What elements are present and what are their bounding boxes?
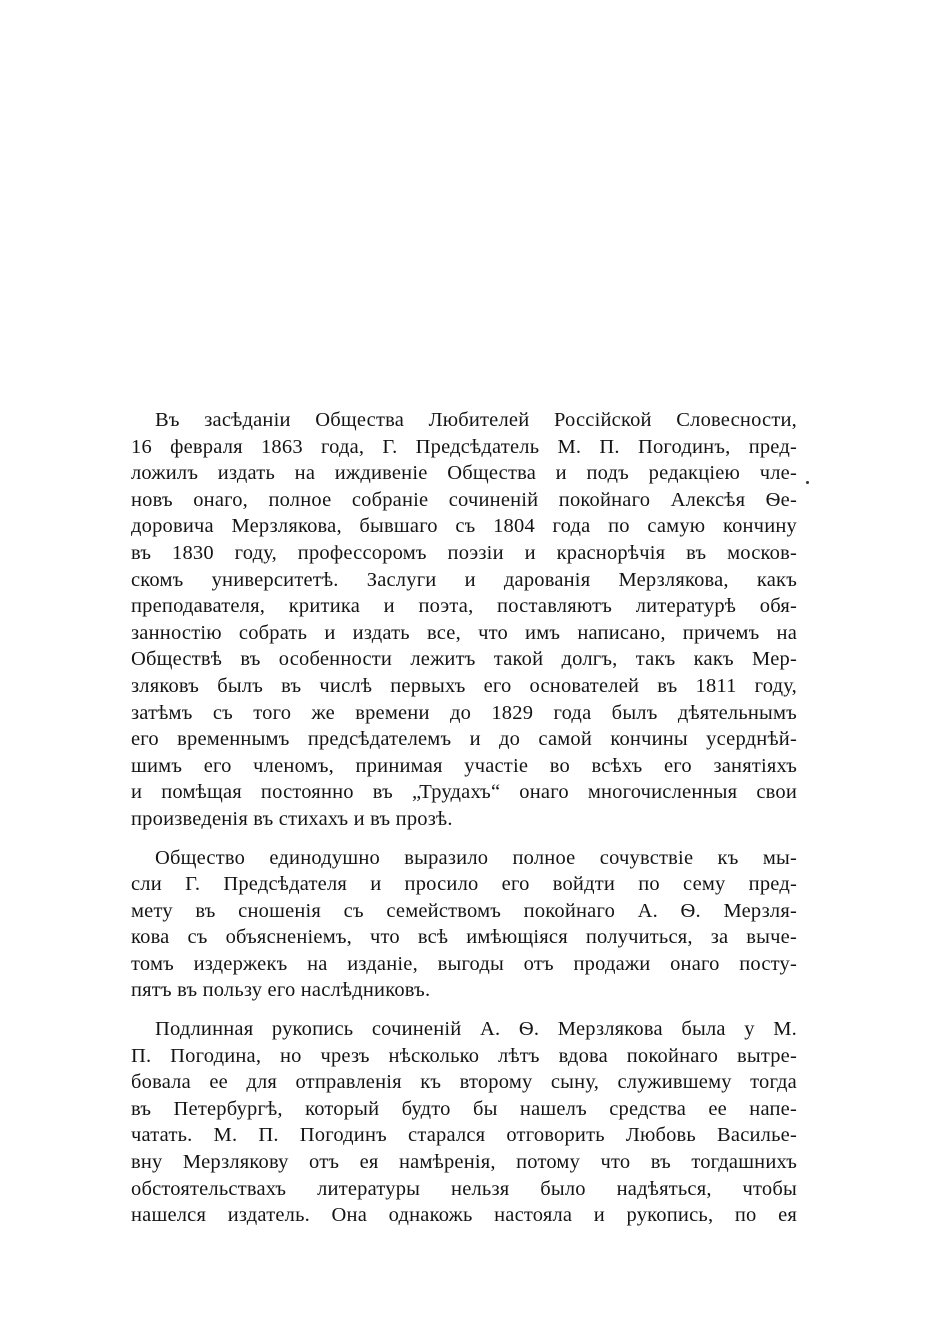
paragraph-3 xyxy=(131,1016,797,1229)
ink-speck xyxy=(806,481,809,484)
text-line: сли Г. Предсѣдателя и просило его войдти по сему пред- xyxy=(131,873,797,896)
text-line: нашелся издатель. Она однакожь настояла и рукопись, по ея xyxy=(131,1204,797,1227)
text-line: кова съ объясненіемъ, что всѣ имѣющіяся получиться, за выче- xyxy=(131,926,797,949)
text-line: бовала ее для отправленія къ второму сыну, служившему тогда xyxy=(131,1071,797,1094)
text-line: обстоятельствахъ литературы нельзя было надѣяться, чтобы xyxy=(131,1177,797,1200)
text-line: произведенія въ стихахъ и въ прозѣ. xyxy=(131,807,453,830)
text-line: новъ онаго, полное собраніе сочиненій покойнаго Алексѣя Ѳе- xyxy=(131,488,797,511)
paragraph-gap xyxy=(131,833,797,845)
text-line: вну Мерзлякову отъ ея намѣренія, потому что въ тогдашнихъ xyxy=(131,1151,797,1174)
text-line: въ 1830 году, профессоромъ поэзіи и краснорѣчія въ москов- xyxy=(131,541,797,564)
paragraph-2 xyxy=(131,845,797,1005)
paragraph-1 xyxy=(131,407,797,833)
text-line: чатать. М. П. Погодинъ старался отговорить Любовь Василье- xyxy=(131,1124,797,1147)
text-line: доровича Мерзлякова, бывшаго съ 1804 года по самую кончину xyxy=(131,515,797,538)
text-line: Подлинная рукопись сочиненій А. Ѳ. Мерзлякова была у М. xyxy=(155,1018,797,1041)
body-text xyxy=(131,407,797,1229)
text-line: Обществѣ въ особенности лежитъ такой долгъ, такъ какъ Мер- xyxy=(131,648,797,671)
text-line: въ Петербургѣ, который будто бы нашелъ средства ее напе- xyxy=(131,1097,797,1120)
text-line: занностію собрать и издать все, что имъ написано, причемъ на xyxy=(131,621,797,644)
text-line: Общество единодушно выразило полное сочувствіе къ мы- xyxy=(155,846,797,869)
text-line: 16 февраля 1863 года, Г. Предсѣдатель М. П. Погодинъ, пред- xyxy=(131,435,797,458)
text-line: его временнымъ предсѣдателемъ и до самой кончины усерднѣй- xyxy=(131,728,797,751)
paragraph-gap xyxy=(131,1004,797,1016)
text-line: ложилъ издать на иждивеніе Общества и подъ редакціею чле- xyxy=(131,462,797,485)
text-line: П. Погодина, но чрезъ нѣсколько лѣтъ вдова покойнаго вытре- xyxy=(131,1044,797,1067)
text-line: Въ засѣданіи Общества Любителей Россійской Словесности, xyxy=(155,409,797,431)
text-line: зляковъ былъ въ числѣ первыхъ его основателей въ 1811 году, xyxy=(131,674,797,697)
text-line: и помѣщая постоянно въ „Трудахъ“ онаго многочисленныя свои xyxy=(131,781,797,804)
text-line: преподавателя, критика и поэта, поставляютъ литературѣ обя- xyxy=(131,595,797,618)
text-line: томъ издержекъ на изданіе, выгоды отъ продажи онаго посту- xyxy=(131,952,797,975)
text-line: шимъ его членомъ, принимая участіе во всѣхъ его занятіяхъ xyxy=(131,754,797,777)
text-line: затѣмъ съ того же времени до 1829 года былъ дѣятельнымъ xyxy=(131,701,797,724)
text-line: мету въ сношенія съ семействомъ покойнаго А. Ѳ. Мерзля- xyxy=(131,899,797,922)
text-line: пятъ въ пользу его наслѣдниковъ. xyxy=(131,979,431,1002)
text-line: скомъ университетѣ. Заслуги и дарованія Мерзлякова, какъ xyxy=(131,568,797,591)
